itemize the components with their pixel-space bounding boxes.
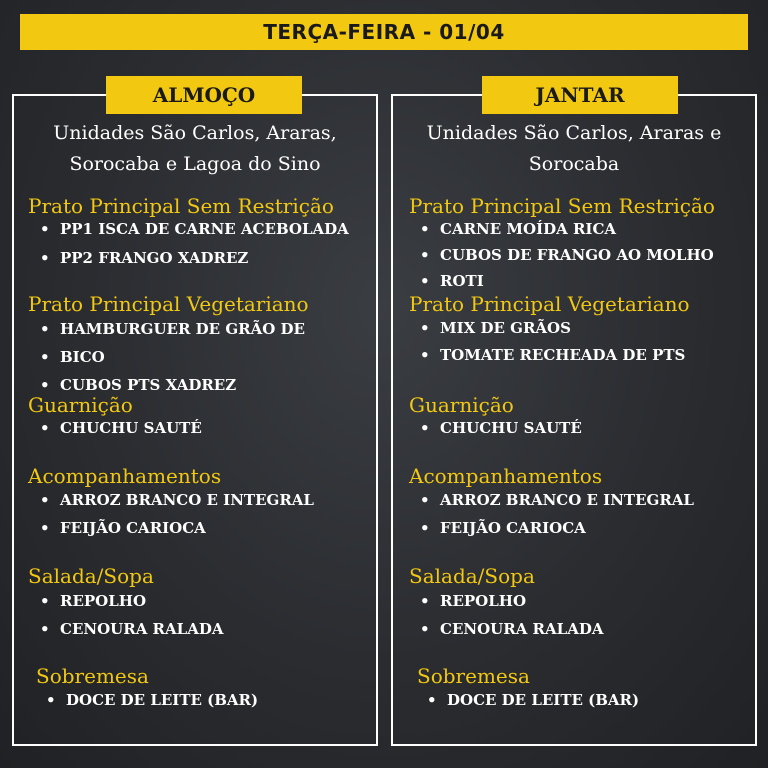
jantar-principal-item: • CUBOS DE FRANGO AO MOLHO bbox=[440, 245, 714, 265]
jantar-guarnicao-title: Guarnição bbox=[409, 393, 514, 417]
jantar-units-line-1: Unidades São Carlos, Araras e bbox=[426, 122, 722, 144]
jantar-acompanhamentos-item: • ARROZ BRANCO E INTEGRAL bbox=[440, 490, 694, 510]
almoco-tag-label: ALMOÇO bbox=[152, 83, 256, 107]
jantar-tag-label: JANTAR bbox=[535, 83, 625, 107]
jantar-principal-item: • ROTI bbox=[440, 271, 484, 291]
almoco-sobremesa-title: Sobremesa bbox=[36, 664, 149, 688]
almoco-tag bbox=[106, 76, 302, 114]
jantar-vegetariano-item: • MIX DE GRÃOS bbox=[440, 318, 571, 338]
almoco-units-line-2: Sorocaba e Lagoa do Sino bbox=[69, 153, 321, 175]
almoco-acompanhamentos-item: • FEIJÃO CARIOCA bbox=[60, 518, 206, 538]
jantar-guarnicao-item: • CHUCHU SAUTÉ bbox=[440, 418, 582, 438]
almoco-salada-item: • REPOLHO bbox=[60, 591, 146, 611]
almoco-units bbox=[12, 118, 378, 180]
jantar-units bbox=[391, 118, 757, 180]
almoco-sobremesa-item: • DOCE DE LEITE (BAR) bbox=[66, 690, 258, 710]
jantar-units-line-2: Sorocaba bbox=[528, 153, 620, 175]
date-title: TERÇA-FEIRA - 01/04 bbox=[263, 20, 505, 44]
almoco-acompanhamentos-item: • ARROZ BRANCO E INTEGRAL bbox=[60, 490, 314, 510]
almoco-vegetariano-item: • CUBOS PTS XADREZ bbox=[60, 375, 236, 395]
almoco-guarnicao-item: • CHUCHU SAUTÉ bbox=[60, 418, 202, 438]
jantar-sobremesa-title: Sobremesa bbox=[417, 664, 530, 688]
almoco-acompanhamentos-title: Acompanhamentos bbox=[28, 464, 222, 488]
almoco-vegetariano-item: • BICO bbox=[60, 347, 105, 367]
almoco-salada-item: • CENOURA RALADA bbox=[60, 619, 224, 639]
almoco-vegetariano-item: • HAMBURGUER DE GRÃO DE bbox=[60, 319, 305, 339]
jantar-principal-title: Prato Principal Sem Restrição bbox=[409, 194, 715, 218]
jantar-salada-title: Salada/Sopa bbox=[409, 564, 535, 588]
date-header bbox=[20, 14, 748, 50]
jantar-principal-item: • CARNE MOÍDA RICA bbox=[440, 219, 616, 239]
jantar-salada-item: • REPOLHO bbox=[440, 591, 526, 611]
almoco-vegetariano-title: Prato Principal Vegetariano bbox=[28, 292, 309, 316]
jantar-acompanhamentos-title: Acompanhamentos bbox=[409, 464, 603, 488]
almoco-principal-item: • PP2 FRANGO XADREZ bbox=[60, 248, 248, 268]
almoco-principal-item: • PP1 ISCA DE CARNE ACEBOLADA bbox=[60, 219, 349, 239]
jantar-vegetariano-item: • TOMATE RECHEADA DE PTS bbox=[440, 345, 685, 365]
jantar-tag bbox=[482, 76, 678, 114]
almoco-principal-title: Prato Principal Sem Restrição bbox=[28, 194, 334, 218]
jantar-vegetariano-title: Prato Principal Vegetariano bbox=[409, 292, 690, 316]
jantar-sobremesa-item: • DOCE DE LEITE (BAR) bbox=[447, 690, 639, 710]
almoco-guarnicao-title: Guarnição bbox=[28, 393, 133, 417]
almoco-units-line-1: Unidades São Carlos, Araras, bbox=[53, 122, 337, 144]
jantar-salada-item: • CENOURA RALADA bbox=[440, 619, 604, 639]
almoco-salada-title: Salada/Sopa bbox=[28, 564, 154, 588]
jantar-acompanhamentos-item: • FEIJÃO CARIOCA bbox=[440, 518, 586, 538]
